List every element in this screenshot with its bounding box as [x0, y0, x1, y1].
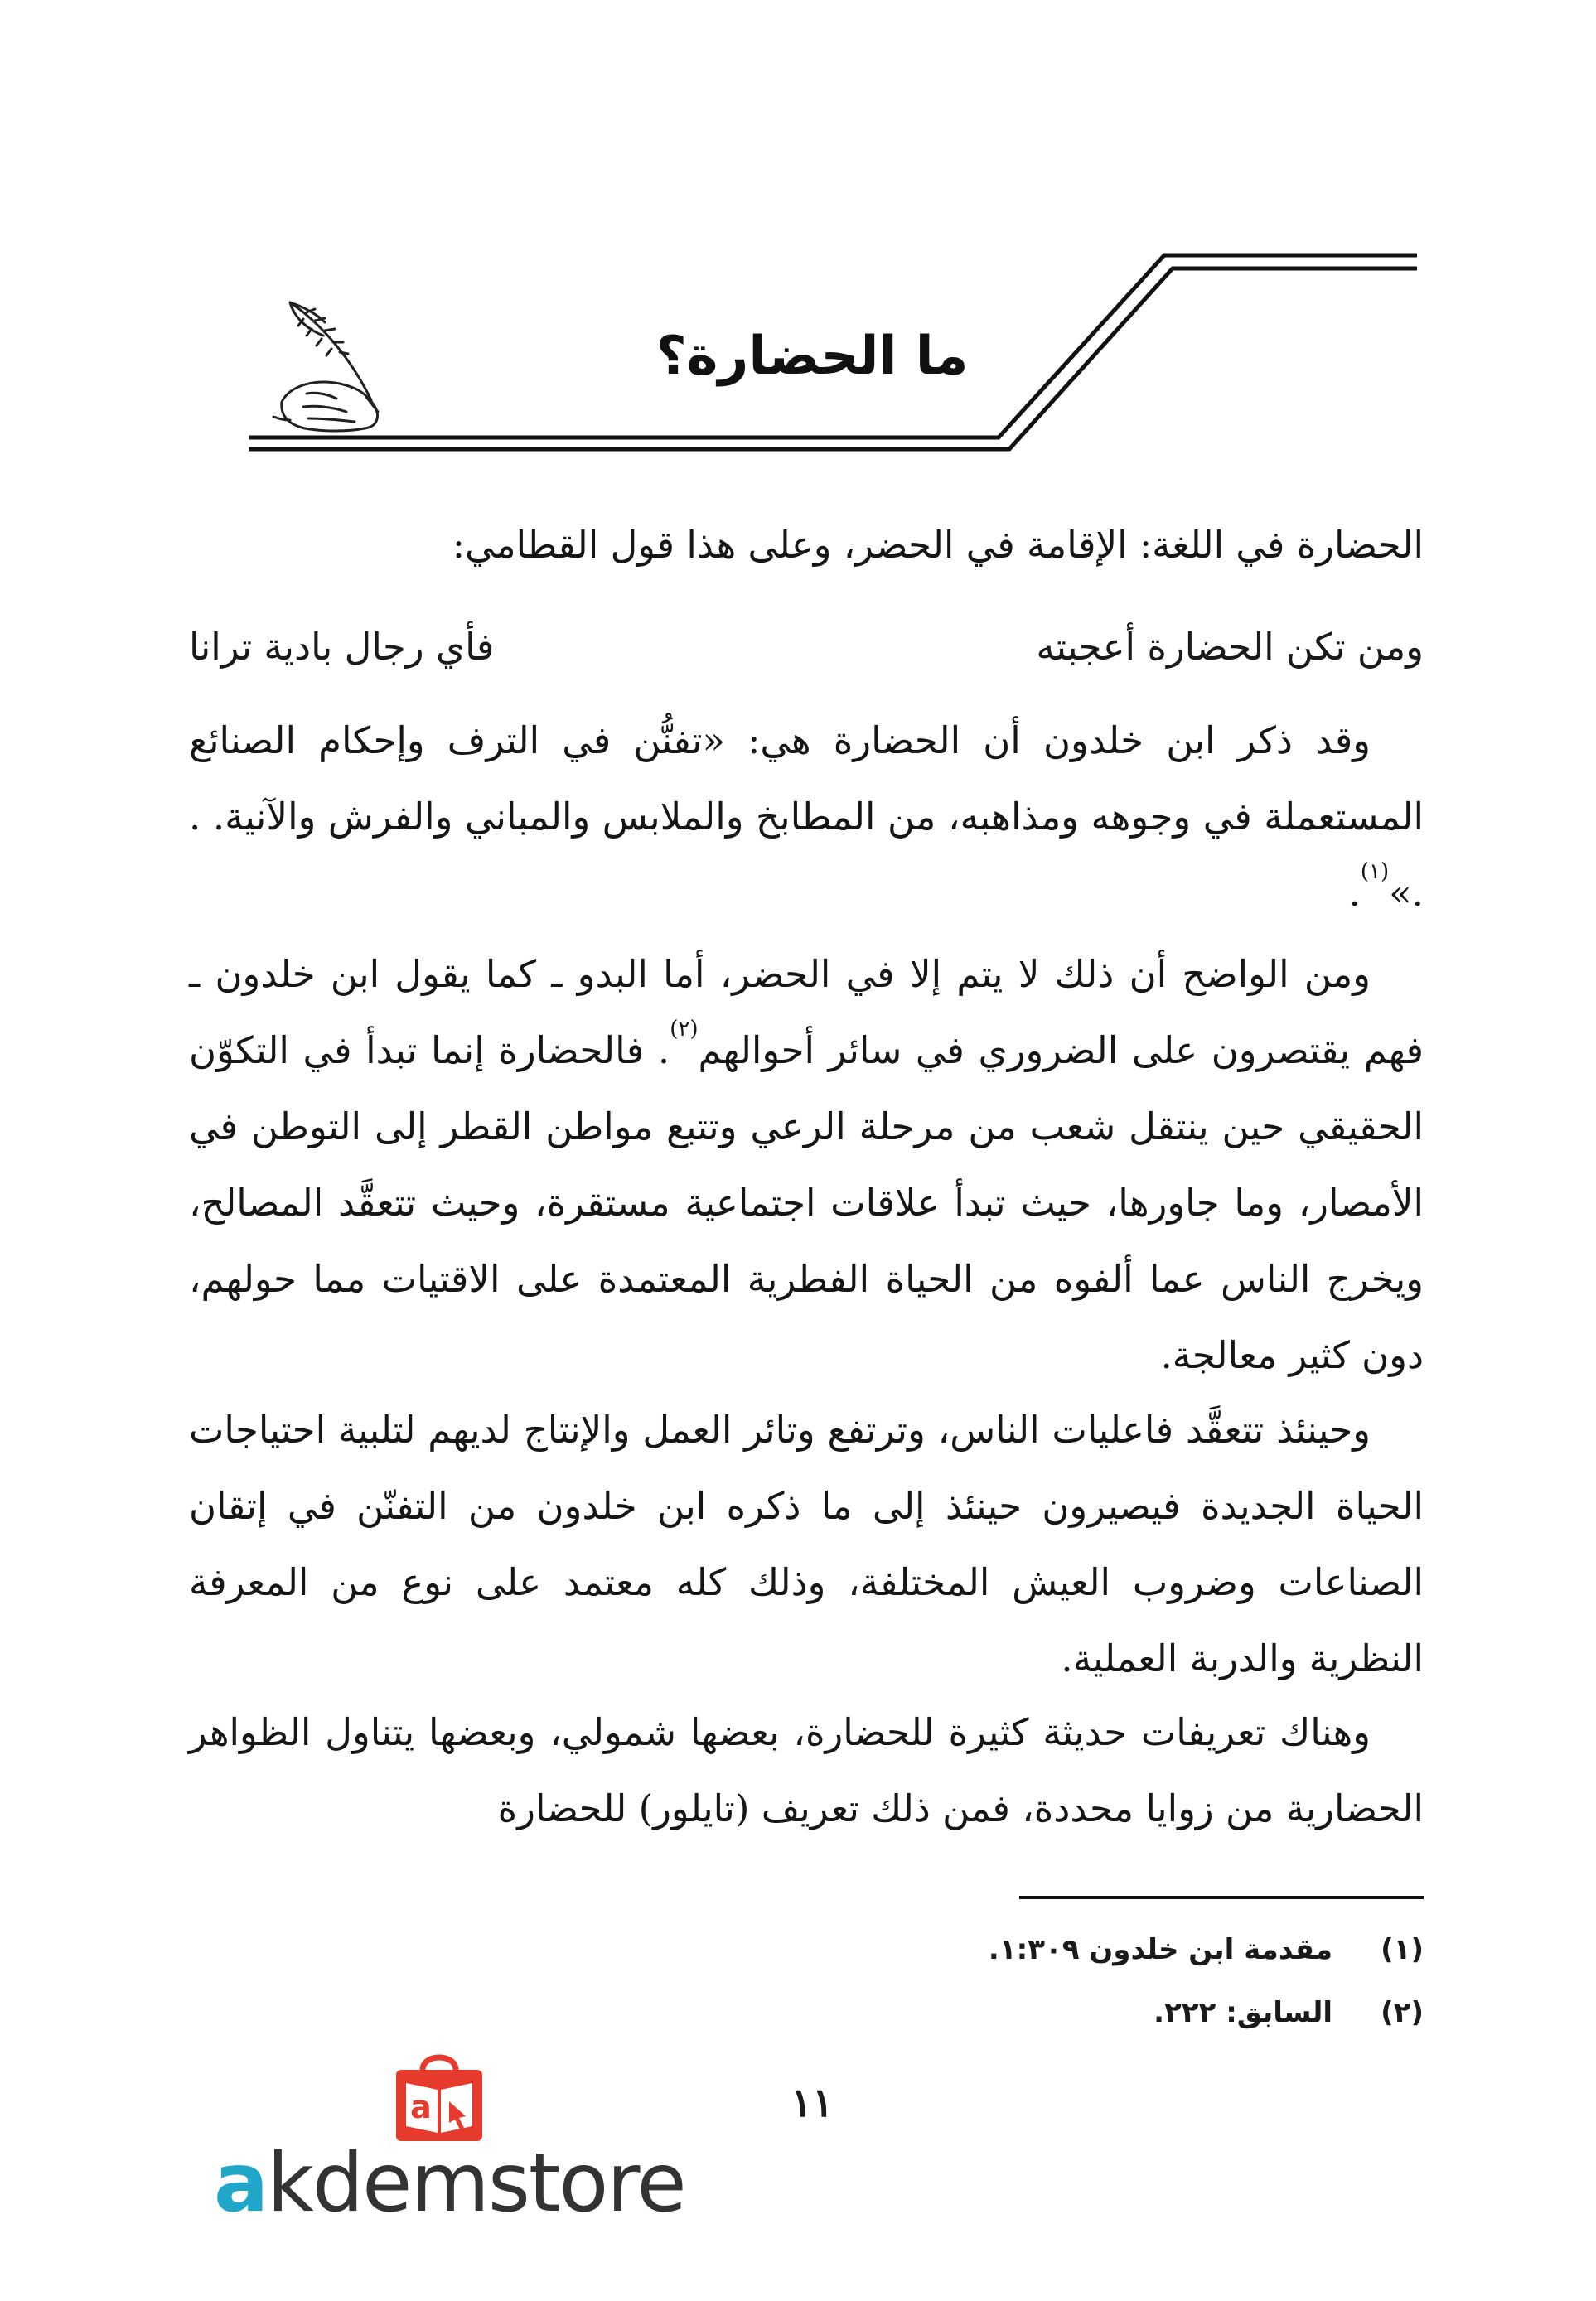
- footnote-1: [829, 1918, 1424, 1981]
- logo-wordmark-rest: kdemstore: [267, 2136, 685, 2231]
- footnote-1-number: (١): [1381, 1933, 1424, 1966]
- store-logo-wordmark: [214, 2138, 685, 2229]
- footnote-2-number: (٢): [1381, 1996, 1424, 2029]
- footnote-ref-1: (١): [1360, 859, 1390, 884]
- page-number: ١١: [791, 2080, 834, 2126]
- footnote-2-text: السابق: ٢٢٢.: [1153, 1996, 1332, 2029]
- paragraph-2-text-a: ومن الواضح أن ذلك لا يتم إلا في الحضر، أما البدو ـ كما يقول ابن خلدون ـ فهم يقتصرون على الضروري في سائر أحوالهم: [189, 952, 1424, 1072]
- footnotes: [829, 1918, 1424, 2044]
- logo-wordmark-a: a: [214, 2136, 268, 2231]
- poetry-verse: [189, 609, 1424, 685]
- paragraph-3: وحينئذ تتعقَّد فاعليات الناس، وترتفع وتائر العمل والإنتاج لديهم لتلبية احتياجات الحياة الجديدة فيصيرون حينئذ إلى ما ذكره ابن خلدون من التفنّن في إتقان الصناعات وضروب العيش المختلفة، وذلك كله معتمد على نوع من المعرفة النظرية والدربة العملية.: [189, 1408, 1424, 1680]
- paragraph-2-text-b: . فالحضارة إنما تبدأ في التكوّن الحقيقي حين ينتقل شعب من مرحلة الرعي وتتبع مواطن القطر إلى التوطن في الأمصار، وما جاورها، حيث تبدأ علاقات اجتماعية مستقرة، وحيث تتعقَّد المصالح، ويخرج الناس عما ألفوه من الحياة الفطرية المعتمدة على الاقتيات مما حولهم، دون كثير معالجة.: [189, 1028, 1424, 1377]
- footnote-ref-2: (٢): [670, 1017, 699, 1042]
- paragraph-1: [189, 703, 1424, 931]
- quill-hand-icon: [257, 294, 406, 443]
- footnote-divider: [1019, 1896, 1424, 1899]
- verse-first-hemistich: ومن تكن الحضارة أعجبته: [1036, 625, 1424, 669]
- verse-second-hemistich: فأي رجال بادية ترانا: [189, 625, 495, 669]
- logo-letter: a: [410, 2089, 432, 2125]
- intro-line: الحضارة في اللغة: الإقامة في الحضر، وعلى هذا قول القطامي:: [452, 523, 1424, 567]
- paragraph-4: وهناك تعريفات حديثة كثيرة للحضارة، بعضها شمولي، وبعضها يتناول الظواهر الحضارية من زوايا محددة، فمن ذلك تعريف (تايلور) للحضارة: [189, 1710, 1424, 1830]
- paragraph-1-tail: .: [1348, 871, 1361, 915]
- footnote-2: [829, 1981, 1424, 2044]
- footnote-1-text: مقدمة ابن خلدون ١:٣٠٩.: [988, 1933, 1332, 1966]
- store-logo-icon: [389, 2047, 489, 2150]
- paragraph-2: [189, 936, 1424, 1394]
- chapter-title: ما الحضارة؟: [655, 326, 969, 387]
- paragraph-1-text: وقد ذكر ابن خلدون أن الحضارة هي: «تفنُّن في الترف وإحكام الصنائع المستعملة في وجوهه ومذاهبه، من المطابخ والملابس والمباني والفرش والآنية. . .»: [189, 718, 1424, 915]
